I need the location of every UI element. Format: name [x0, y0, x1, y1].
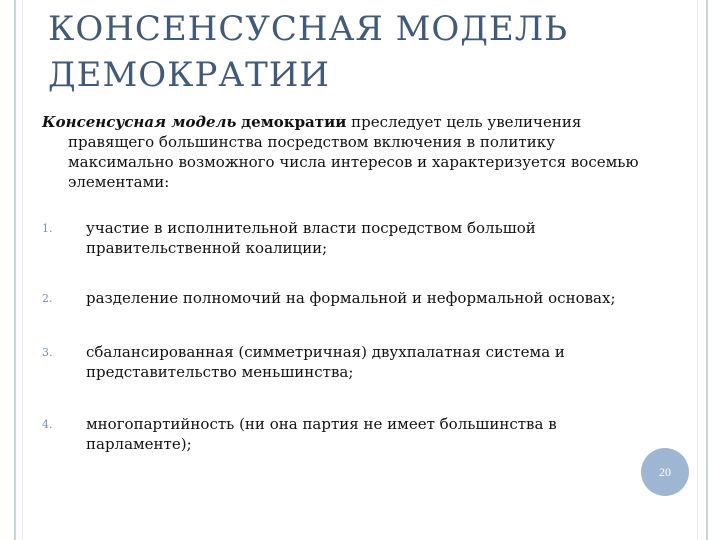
intro-bold: демократии: [241, 113, 347, 131]
list-item-line: парламенте);: [86, 435, 192, 453]
list-item-number: 2.: [42, 292, 53, 305]
page-number-badge: [641, 448, 689, 496]
intro-line-2: правящего большинства посредством включения в политику: [68, 133, 555, 151]
title-line-1: КОНСЕНСУСНАЯ МОДЕЛЬ: [48, 9, 569, 49]
list-item-number: 4.: [42, 418, 53, 431]
list-item-line: сбалансированная (симметричная) двухпалатная система и: [86, 343, 565, 361]
list-item-text: [86, 218, 676, 258]
list-item-line: правительственной коалиции;: [86, 239, 328, 257]
list-item-line: участие в исполнительной власти посредством большой: [86, 219, 536, 237]
list-item-text: [86, 288, 676, 308]
slide-title: [48, 6, 688, 98]
intro-line-4: элементами:: [68, 173, 170, 191]
title-line-2: ДЕМОКРАТИИ: [48, 55, 331, 95]
intro-line-3: максимально возможного числа интересов и характеризуется восемью: [68, 153, 639, 171]
list-item-line: многопартийность (ни она партия не имеет большинства в: [86, 415, 557, 433]
list-item-line: представительство меньшинства;: [86, 363, 354, 381]
list-item-text: [86, 342, 676, 382]
intro-emphasis: Консенсусная модель: [42, 113, 237, 131]
intro-rest-first: преследует цель увеличения: [346, 113, 582, 131]
list-item-number: 3.: [42, 346, 53, 359]
intro-paragraph: [42, 112, 682, 192]
list-item-number: 1.: [42, 222, 53, 235]
list-item-text: [86, 414, 676, 454]
intro-line-1: [42, 112, 682, 132]
list-item-line: разделение полномочий на формальной и неформальной основах;: [86, 289, 616, 307]
page-number: 20: [659, 464, 671, 479]
